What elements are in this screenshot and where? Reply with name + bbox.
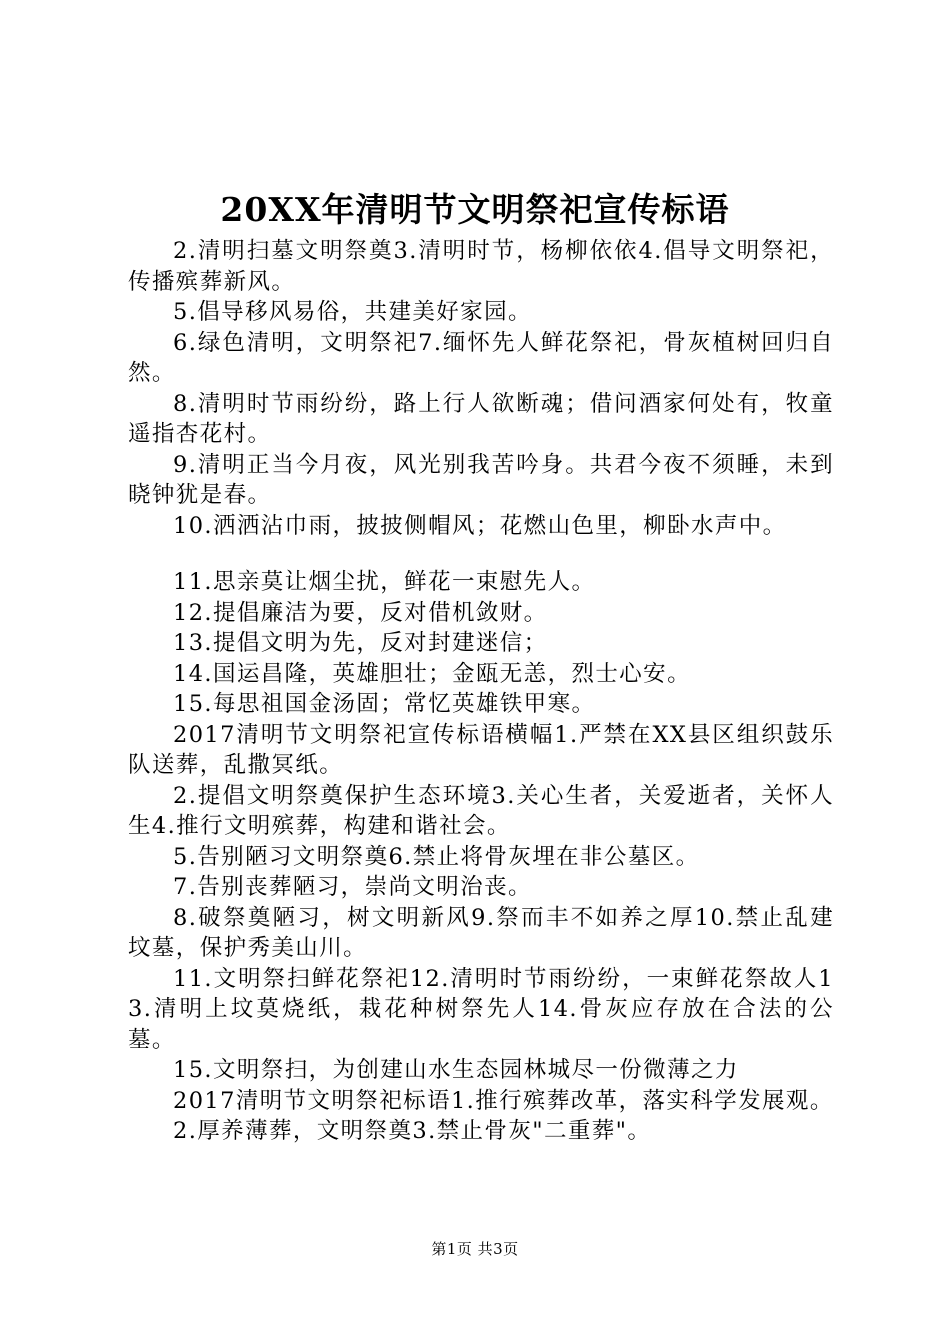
paragraph: 9.清明正当今月夜，风光别我苦吟身。共君今夜不须睡，未到晓钟犹是春。 (128, 451, 834, 508)
paragraph: 2.提倡文明祭奠保护生态环境3.关心生者，关爱逝者，关怀人生4.推行文明殡葬，构建和谐社会。 (128, 782, 834, 839)
document-title: 20XX年清明节文明祭祀宣传标语 (220, 190, 730, 229)
paragraph: 2017清明节文明祭祀宣传标语横幅1.严禁在XX县区组织鼓乐队送葬，乱撒冥纸。 (128, 721, 834, 778)
paragraph: 11.思亲莫让烟尘扰，鲜花一束慰先人。 (173, 569, 596, 595)
paragraph: 14.国运昌隆，英雄胆壮；金瓯无恙，烈士心安。 (173, 660, 691, 687)
paragraph: 6.绿色清明，文明祭祀7.缅怀先人鲜花祭祀，骨灰植树回归自然。 (128, 329, 834, 386)
paragraph: 15.文明祭扫，为创建山水生态园林城尽一份微薄之力 (173, 1057, 739, 1083)
document-body (128, 236, 834, 1147)
paragraph: 13.提倡文明为先，反对封建迷信； (173, 630, 548, 656)
paragraph: 2017清明节文明祭祀标语1.推行殡葬改革，落实科学发展观。 (173, 1087, 834, 1114)
paragraph: 5.告别陋习文明祭奠6.禁止将骨灰埋在非公墓区。 (173, 843, 700, 870)
paragraph: 10.洒洒沾巾雨，披披侧帽风；花燃山色里，柳卧水声中。 (173, 512, 787, 539)
paragraph: 12.提倡廉洁为要，反对借机敛财。 (173, 599, 548, 626)
paragraph: 8.破祭奠陋习，树文明新风9.祭而丰不如养之厚10.禁止乱建坟墓，保护秀美山川。 (128, 904, 834, 961)
page-footer: 第1页 共3页 (431, 1240, 519, 1258)
paragraph: 7.告别丧葬陋习，崇尚文明治丧。 (173, 874, 532, 900)
paragraph: 11.文明祭扫鲜花祭祀12.清明时节雨纷纷，一束鲜花祭故人13.清明上坟莫烧纸，栽花种树祭先人14.骨灰应存放在合法的公墓。 (128, 965, 834, 1053)
paragraph: 8.清明时节雨纷纷，路上行人欲断魂；借问酒家何处有，牧童遥指杏花村。 (128, 390, 834, 447)
paragraph: 2.厚养薄葬，文明祭奠3.禁止骨灰"二重葬"。 (173, 1118, 652, 1144)
paragraph: 5.倡导移风易俗，共建美好家园。 (173, 299, 532, 325)
paragraph: 15.每思祖国金汤固；常忆英雄铁甲寒。 (173, 691, 596, 717)
paragraph: 2.清明扫墓文明祭奠3.清明时节，杨柳依依4.倡导文明祭祀，传播殡葬新风。 (128, 238, 834, 295)
